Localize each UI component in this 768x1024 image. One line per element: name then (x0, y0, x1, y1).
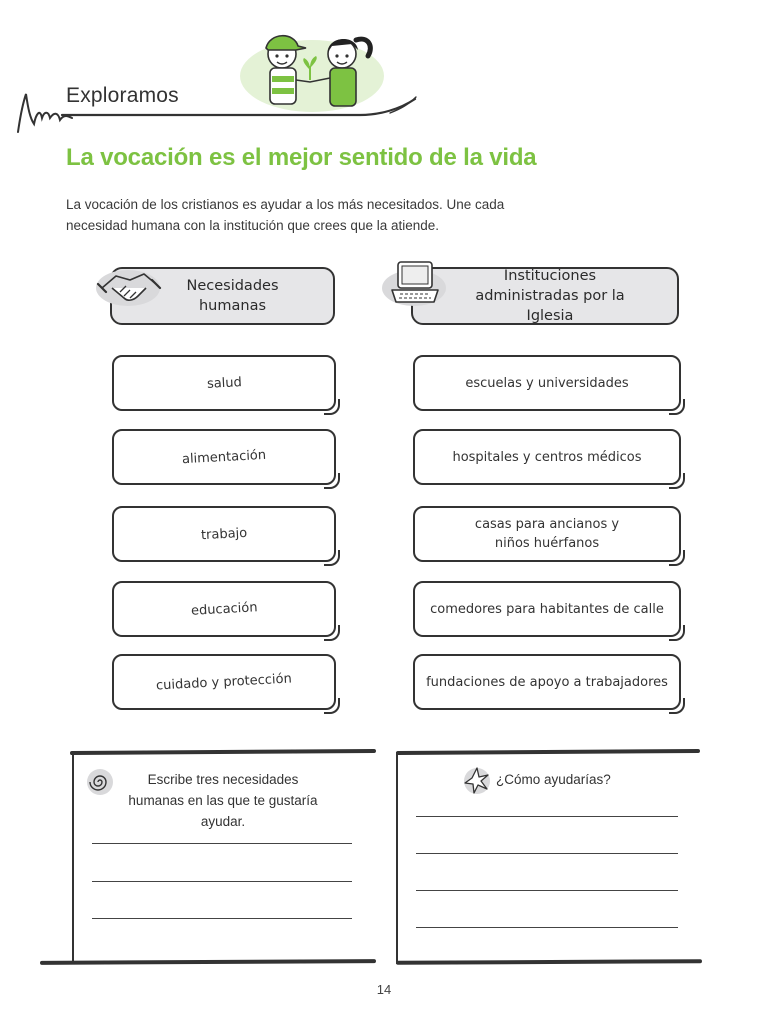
intro-paragraph: La vocación de los cristianos es ayudar a los más necesitados. Une cada necesidad humana con la institución que crees que la atiende. (66, 197, 505, 233)
laptop-icon (378, 254, 448, 310)
spiral-icon (86, 768, 114, 796)
panel-bottom-rule (40, 959, 376, 965)
answer-line[interactable] (92, 843, 352, 844)
panel-side-rule (72, 752, 74, 964)
institution-item-label: comedores para habitantes de calle (430, 601, 664, 617)
page-title: La vocación es el mejor sentido de la vida (66, 144, 537, 171)
need-item[interactable] (112, 581, 336, 637)
answer-line[interactable] (416, 890, 678, 891)
need-item[interactable] (112, 654, 336, 710)
need-item[interactable] (112, 429, 336, 485)
need-item-label: cuidado y protección (155, 670, 293, 694)
panel-top-rule (396, 749, 700, 755)
column-heading-institutions: Instituciones administradas por la Iglesia (411, 267, 679, 325)
need-item[interactable] (112, 355, 336, 411)
handshake-icon (94, 258, 164, 314)
answer-line[interactable] (416, 816, 678, 817)
column-heading-needs: Necesidades humanas (110, 267, 335, 325)
sparkle-icon (462, 765, 492, 795)
activity-prompt-needs: Escribe tres necesidades humanas en las que te gustaría ayudar. (128, 772, 318, 829)
panel-bottom-rule (396, 959, 702, 965)
need-item-label: salud (206, 374, 242, 392)
answer-line[interactable] (416, 927, 678, 928)
need-item-label: alimentación (181, 447, 267, 467)
institution-item[interactable] (413, 506, 681, 562)
institution-item-label: fundaciones de apoyo a trabajadores (426, 674, 668, 690)
institution-item[interactable] (413, 654, 681, 710)
need-item-label: trabajo (200, 525, 248, 543)
kids-illustration (232, 26, 392, 118)
answer-line[interactable] (92, 881, 352, 882)
activity-prompt-how: ¿Cómo ayudarías? (496, 772, 611, 787)
institution-item-label: escuelas y universidades (465, 375, 629, 391)
section-label: Exploramos (66, 84, 179, 107)
answer-line[interactable] (416, 853, 678, 854)
need-item-label: educación (190, 599, 258, 619)
page-number: 14 (376, 982, 392, 997)
institution-item[interactable] (413, 581, 681, 637)
answer-line[interactable] (92, 918, 352, 919)
panel-side-rule (396, 752, 398, 964)
institution-item-label: hospitales y centros médicos (452, 449, 642, 465)
need-item[interactable] (112, 506, 336, 562)
institution-item-label: casas para ancianos y niños huérfanos (474, 517, 620, 551)
institution-item[interactable] (413, 429, 681, 485)
panel-top-rule (70, 749, 376, 755)
institution-item[interactable] (413, 355, 681, 411)
